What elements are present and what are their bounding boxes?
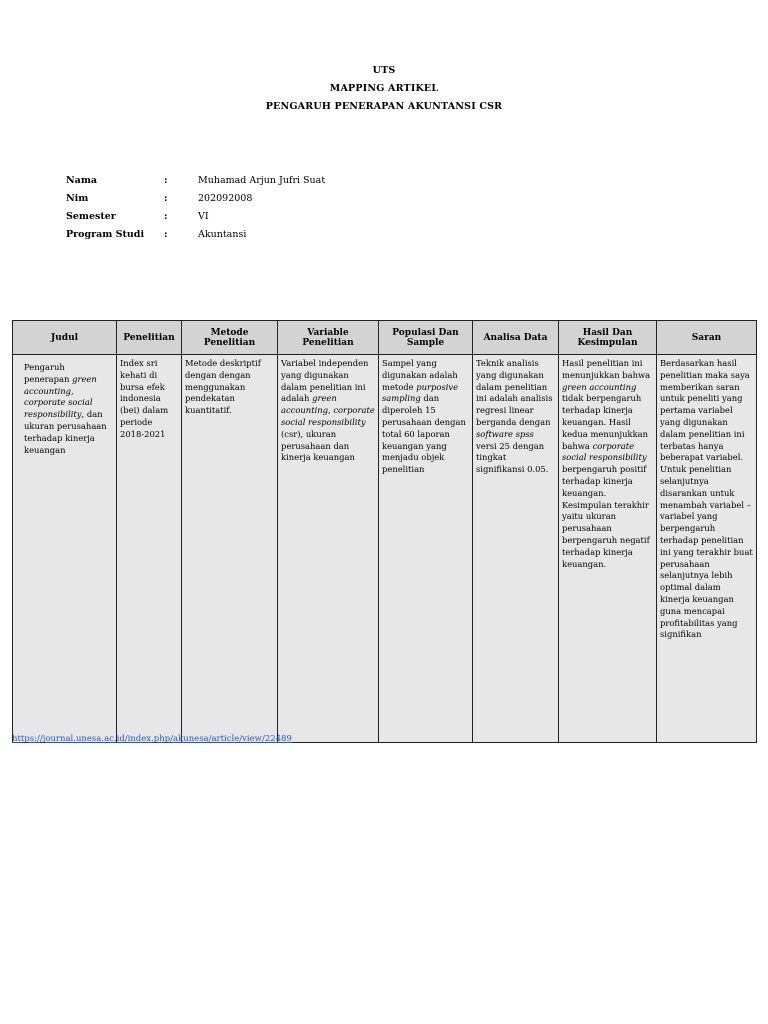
header-hasil-kesimpulan: Hasil Dan Kesimpulan xyxy=(559,321,657,355)
info-colon: : xyxy=(164,228,168,240)
table-row xyxy=(13,355,757,743)
cell-saran xyxy=(657,355,757,743)
info-value: Muhamad Arjun Jufri Suat xyxy=(198,174,326,186)
cell-text: Hasil penelitian ini menunjukkan bahwa xyxy=(562,358,651,380)
header-judul: Judul xyxy=(13,321,117,355)
cell-variable xyxy=(278,355,379,743)
cell-text: Metode deskriptif dengan dengan menggunakan pendekatan kuantitatif. xyxy=(185,358,261,416)
cell-metode xyxy=(182,355,278,743)
header-populasi-sample: Populasi Dan Sample xyxy=(379,321,473,355)
italic-term: software spss xyxy=(476,428,534,439)
cell-text: Teknik analisis yang digunakan dalam penelitian ini adalah analisis regresi linear berganda dengan xyxy=(476,358,553,427)
italic-term: purposive sampling xyxy=(382,381,459,404)
info-row-program-studi xyxy=(66,225,498,243)
info-value: Akuntansi xyxy=(198,228,247,240)
cell-text: berpengaruh positif terhadap kinerja keuangan. Kesimpulan terakhir yaitu ukuran perusahaan berpengaruh negatif terhadap kinerja keuangan. xyxy=(562,464,650,569)
cell-populasi xyxy=(379,355,473,743)
cell-judul xyxy=(13,355,117,743)
info-colon: : xyxy=(164,174,168,186)
article-mapping-table xyxy=(12,320,757,743)
info-colon: : xyxy=(164,210,168,222)
info-row-nama xyxy=(66,171,498,189)
cell-text: (csr), ukuran perusahaan dan kinerja keuangan xyxy=(281,428,355,463)
info-label: Nim xyxy=(66,192,89,204)
cell-penelitian xyxy=(117,355,182,743)
italic-term: green accounting, corporate social responsibility xyxy=(281,393,375,427)
italic-term: green accounting xyxy=(562,381,637,392)
italic-term: corporate social responsibility xyxy=(562,440,647,463)
cell-text: Sampel yang digunakan adalah metode xyxy=(382,358,458,392)
cell-text: dan diperoleh 15 perusahaan dengan total 60 laporan keuangan yang menjadu objek penelitian xyxy=(382,393,466,475)
info-row-semester xyxy=(66,207,498,225)
info-label: Semester xyxy=(66,210,116,222)
header-metode-penelitian: Metode Penelitian xyxy=(182,321,278,355)
cell-text: Index sri kehati di bursa efek indonesia (bei) dalam periode 2018-2021 xyxy=(120,358,169,439)
cell-hasil xyxy=(559,355,657,743)
cell-text: Berdasarkan hasil penelitian maka saya memberikan saran untuk peneliti yang pertama variabel yang digunakan dalam penelitian ini terbatas hanya beberapat variabel. Untuk penelitian selanjutnya disarankan untuk menambah variabel – variabel yang berpengaruh terhadap penelitian ini yang terakhir buat perusahaan selanjutnya lebih optimal dalam kinerja keuangan guna mencapai profitabilitas yang signifikan xyxy=(660,358,753,640)
document-title-block xyxy=(0,62,768,116)
cell-text: tidak berpengaruh terhadap kinerja keuangan. Hasil kedua menunjukkan bahwa xyxy=(562,393,649,451)
cell-text: versi 25 dengan tingkat signifikansi 0.05. xyxy=(476,440,549,475)
header-variable-penelitian: Variable Penelitian xyxy=(278,321,379,355)
article-link[interactable]: https://journal.unesa.ac.id/index.php/akunesa/article/view/22489 xyxy=(12,734,292,744)
cell-text: Pengaruh penerapan xyxy=(24,362,73,384)
cell-text: , dan ukuran perusahaan terhadap kinerja keuangan xyxy=(24,409,107,455)
info-value: VI xyxy=(198,210,209,222)
italic-term: green accounting, corporate social responsibility xyxy=(24,373,97,420)
info-row-nim xyxy=(66,189,498,207)
info-colon: : xyxy=(164,192,168,204)
info-label: Nama xyxy=(66,174,98,186)
cell-analisa xyxy=(473,355,559,743)
student-info xyxy=(66,171,498,243)
table-header-row xyxy=(13,321,757,355)
header-penelitian: Penelitian xyxy=(117,321,182,355)
title-line-2: MAPPING ARTIKEL xyxy=(329,83,439,94)
info-value: 202092008 xyxy=(198,192,253,204)
title-line-1: UTS xyxy=(372,65,396,76)
header-analisa-data: Analisa Data xyxy=(473,321,559,355)
header-saran: Saran xyxy=(657,321,757,355)
info-label: Program Studi xyxy=(66,228,145,240)
title-line-3: PENGARUH PENERAPAN AKUNTANSI CSR xyxy=(265,101,503,112)
cell-text: Variabel independen yang digunakan dalam penelitian ini adalah xyxy=(281,358,369,404)
